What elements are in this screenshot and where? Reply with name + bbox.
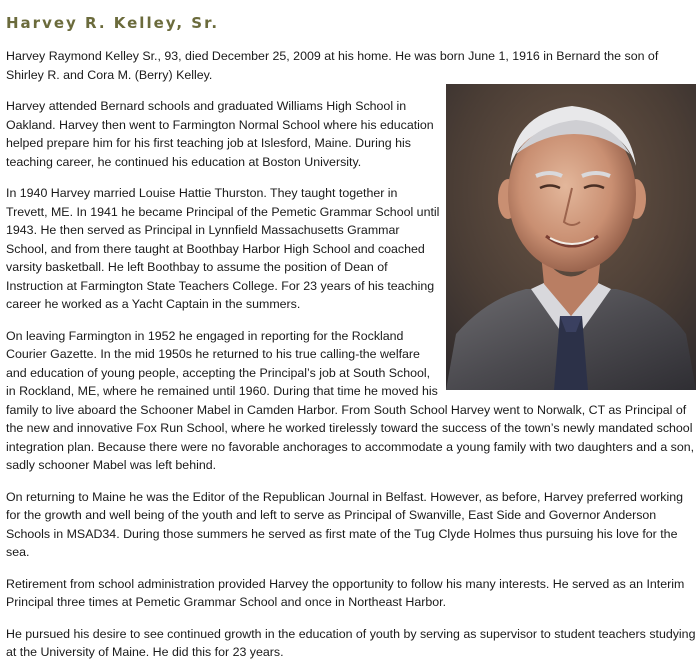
- paragraph-supervision: He pursued his desire to see continued growth in the education of youth by serving as supervisor to student teachers studying at the University of Maine. He did this for 23 years.: [6, 626, 696, 659]
- paragraph-retirement: Retirement from school administration provided Harvey the opportunity to follow his many interests. He served as an Interim Principal three times at Pemetic Grammar School and once in Northeast Harbor.: [6, 576, 685, 609]
- obituary-article: [6, 0, 696, 662]
- page-title: Harvey R. Kelley, Sr.: [6, 14, 220, 32]
- paragraph-intro: Harvey Raymond Kelley Sr., 93, died December 25, 2009 at his home. He was born June 1, 1916 in Bernard the son of Shirley R. and Cora M. (Berry) Kelley.: [6, 49, 659, 82]
- portrait-photo: [446, 84, 696, 390]
- paragraph-career-1950s: On leaving Farmington in 1952 he engaged in reporting for the Rockland Courier Gazette. In the mid 1950s he returned to his true calling-the welfare and education of young people, accepting the Principal’s job at South School, in Rockland, ME, where he remained until 1960. During that time he moved his family to live aboard the Schooner Mabel in Camden Harbor. From South School Harvey went to Norwalk, CT as Principal of the new and innovative Fox Run School, where he worked tirelessly toward the success of the town’s newly mandated school integration plan. Because there were no favorable anchorages to accommodate a young family with two daughters and a son, sadly schooner Mabel was left behind.: [6, 328, 695, 472]
- paragraph-education: Harvey attended Bernard schools and graduated Williams High School in Oakland. Harvey then went to Farmington Normal School where his education helped prepare him for his first teaching job at Islesford, Maine. During his teaching career, he continued his education at Boston University.: [6, 99, 434, 169]
- paragraph-career-1940s: In 1940 Harvey married Louise Hattie Thurston. They taught together in Trevett, ME. In 1941 he became Principal of the Pemetic Grammar School until 1943. He then served as Principal in Lynnfield Massachusetts Grammar School, and from there taught at Boothbay Harbor High School and coached varsity basketball. He left Boothbay to assume the position of Dean of Instruction at Farmington State Teachers College. For 23 years of his teaching career he worked as a Yacht Captain in the summers.: [6, 186, 440, 311]
- paragraph-return-to-maine: On returning to Maine he was the Editor of the Republican Journal in Belfast. However, as before, Harvey preferred working for the growth and well being of the youth and left to serve as Principal of Swanville, East Side and Governor Anderson Schools in MSAD34. During those summers he served as first mate of the Tug Clyde Holmes thus pursuing his love for the sea.: [6, 489, 684, 559]
